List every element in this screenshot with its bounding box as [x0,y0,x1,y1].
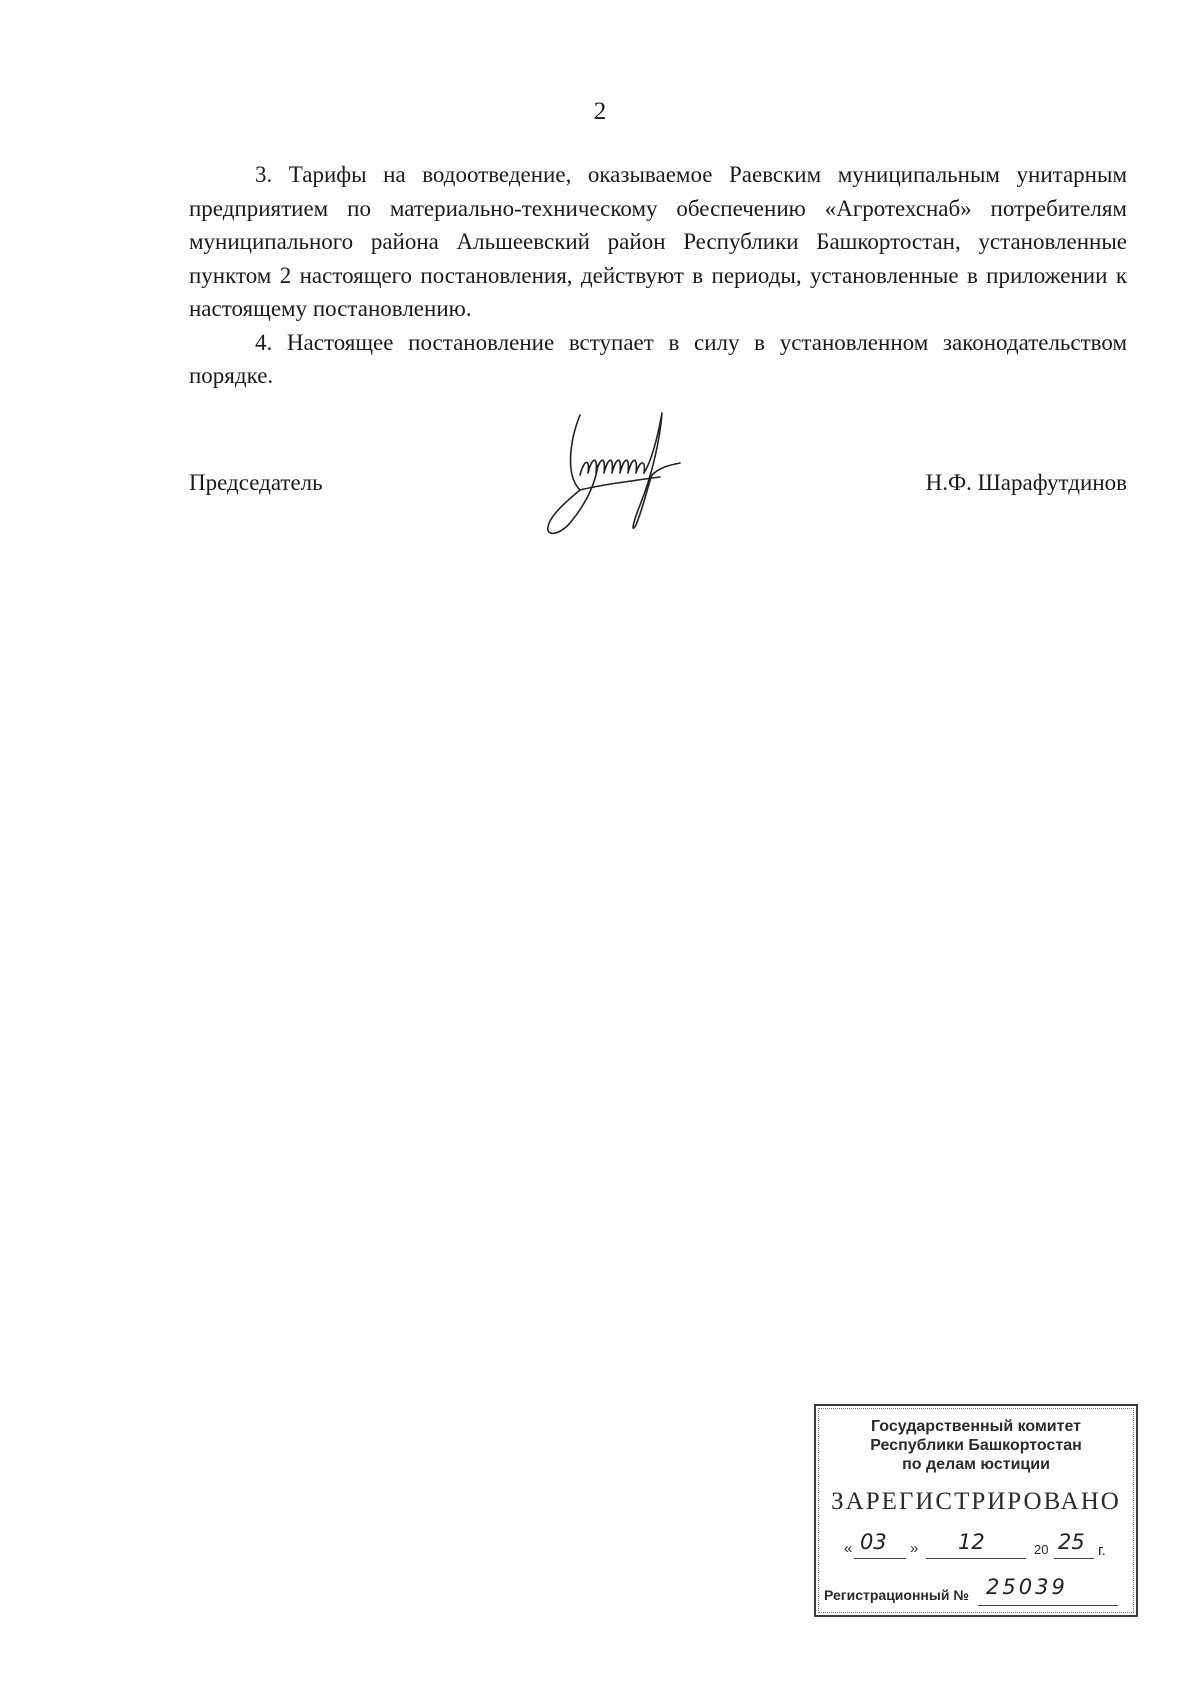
registration-number: 25039 [986,1575,1068,1599]
date-year-unit: г. [1098,1542,1106,1559]
stamp-date [844,1528,1114,1562]
day-line [854,1558,906,1559]
signatory-position: Председатель [189,470,323,495]
registration-line [978,1605,1118,1606]
page-number: 2 [593,98,607,125]
registration-label: Регистрационный № [824,1587,969,1603]
signatory-name: Н.Ф. Шарафутдинов [925,470,1127,495]
date-close-quote: » [910,1540,919,1557]
registration-stamp [814,1404,1138,1617]
stamp-org-line: по делам юстиции [902,1456,1050,1473]
stamp-org-line: Государственный комитет [871,1418,1081,1435]
paragraph-3: 3. Тарифы на водоотведение, оказываемое Раевским муниципальным унитарным предприятием по материально-техническому обеспечению «Агротехснаб» потребителям муниципального района Альшеевский район Республики Башкортостан, установленные пунктом 2 настоящего постановления, действуют в периоды, установленные в приложении к настоящему постановлению. [189,162,1127,321]
date-year-prefix: 20 [1034,1542,1049,1557]
date-year-suffix: 25 [1058,1530,1085,1554]
month-line [926,1558,1026,1559]
stamp-registration [824,1573,1130,1607]
stamp-org-line: Республики Башкортостан [870,1437,1082,1454]
date-month: 12 [958,1530,985,1554]
stamp-status: ЗАРЕГИСТРИРОВАНО [831,1488,1121,1515]
stamp-organization [816,1417,1136,1474]
date-open-quote: « [844,1540,853,1557]
document-body [189,158,1127,393]
paragraph-4: 4. Настоящее постановление вступает в силу в установленном законодательством порядке. [189,329,1127,388]
date-day: 03 [860,1530,887,1554]
handwritten-signature [540,405,700,540]
year-line [1054,1558,1094,1559]
